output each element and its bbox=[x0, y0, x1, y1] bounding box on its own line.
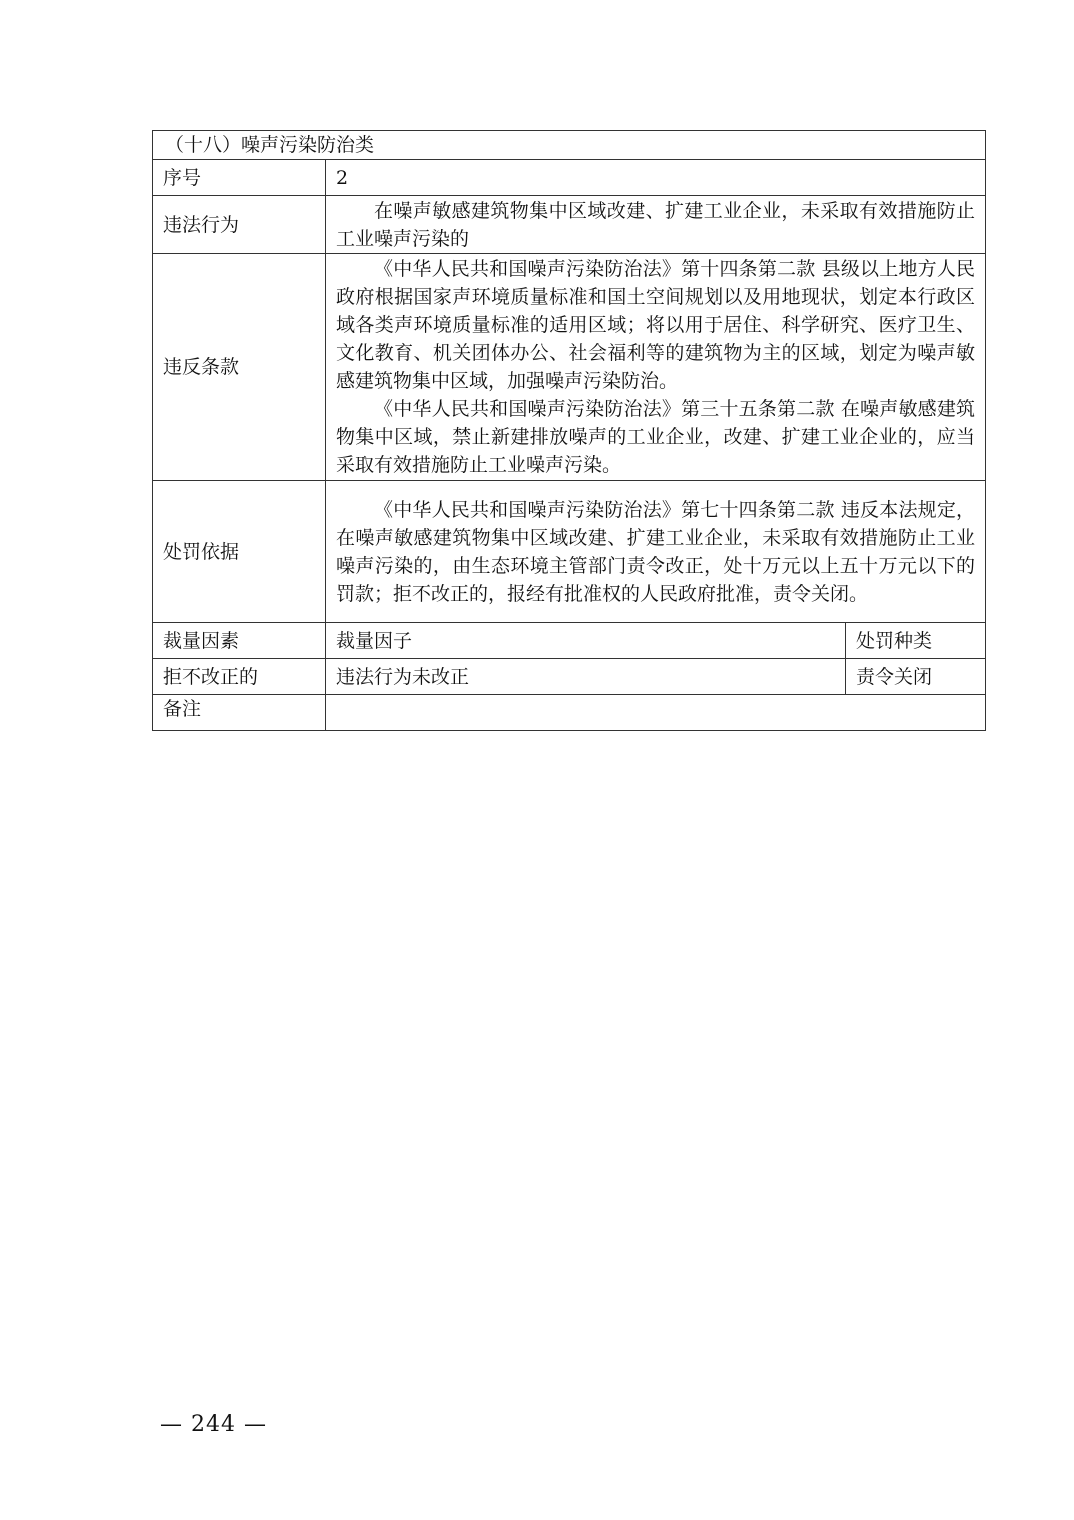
page-number: — 244 — bbox=[160, 1412, 267, 1437]
provision-paragraph-1: 《中华人民共和国噪声污染防治法》第十四条第二款 县级以上地方人民政府根据国家声环境质量标准和国土空间规划以及用地现状，划定本行政区域各类声环境质量标准的适用区域；将以用于居住、科学研究、医疗卫生、文化教育、机关团体办公、社会福利等的建筑物为主的区域，划定为噪声敏感建筑物集中区域，加强噪声污染防治。 bbox=[336, 258, 976, 392]
provisions-label: 违反条款 bbox=[153, 254, 326, 481]
violation-label: 违法行为 bbox=[153, 196, 326, 254]
discretion-header-row bbox=[153, 623, 986, 659]
violation-text bbox=[326, 196, 986, 254]
serial-label: 序号 bbox=[153, 160, 326, 196]
provision-paragraph-2: 《中华人民共和国噪声污染防治法》第三十五条第二款 在噪声敏感建筑物集中区域，禁止新建排放噪声的工业企业，改建、扩建工业企业的，应当采取有效措施防止工业噪声污染。 bbox=[336, 398, 976, 476]
penalty-table bbox=[152, 130, 986, 731]
discretion-factor-value: 违法行为未改正 bbox=[326, 659, 846, 695]
penalty-type-value: 责令关闭 bbox=[846, 659, 986, 695]
table-title: （十八）噪声污染防治类 bbox=[153, 131, 986, 160]
violation-paragraph: 在噪声敏感建筑物集中区域改建、扩建工业企业，未采取有效措施防止工业噪声污染的 bbox=[336, 199, 976, 250]
penalty-basis-row bbox=[153, 481, 986, 623]
table-title-row bbox=[153, 131, 986, 160]
penalty-type-header: 处罚种类 bbox=[846, 623, 986, 659]
discretion-label: 裁量因素 bbox=[153, 623, 326, 659]
remarks-value bbox=[326, 695, 986, 731]
discretion-case-label: 拒不改正的 bbox=[153, 659, 326, 695]
violation-row bbox=[153, 196, 986, 254]
discretion-row bbox=[153, 659, 986, 695]
serial-row bbox=[153, 160, 986, 196]
serial-value: 2 bbox=[326, 160, 986, 196]
penalty-basis-paragraph: 《中华人民共和国噪声污染防治法》第七十四条第二款 违反本法规定，在噪声敏感建筑物集中区域改建、扩建工业企业，未采取有效措施防止工业噪声污染的，由生态环境主管部门责令改正，处十万元以上五十万元以下的罚款；拒不改正的，报经有批准权的人民政府批准，责令关闭。 bbox=[336, 498, 976, 605]
remarks-row bbox=[153, 695, 986, 731]
remarks-label: 备注 bbox=[153, 695, 326, 731]
penalty-basis-text bbox=[326, 481, 986, 623]
provisions-text bbox=[326, 254, 986, 481]
provisions-row bbox=[153, 254, 986, 481]
discretion-factor-header: 裁量因子 bbox=[326, 623, 846, 659]
penalty-basis-label: 处罚依据 bbox=[153, 481, 326, 623]
